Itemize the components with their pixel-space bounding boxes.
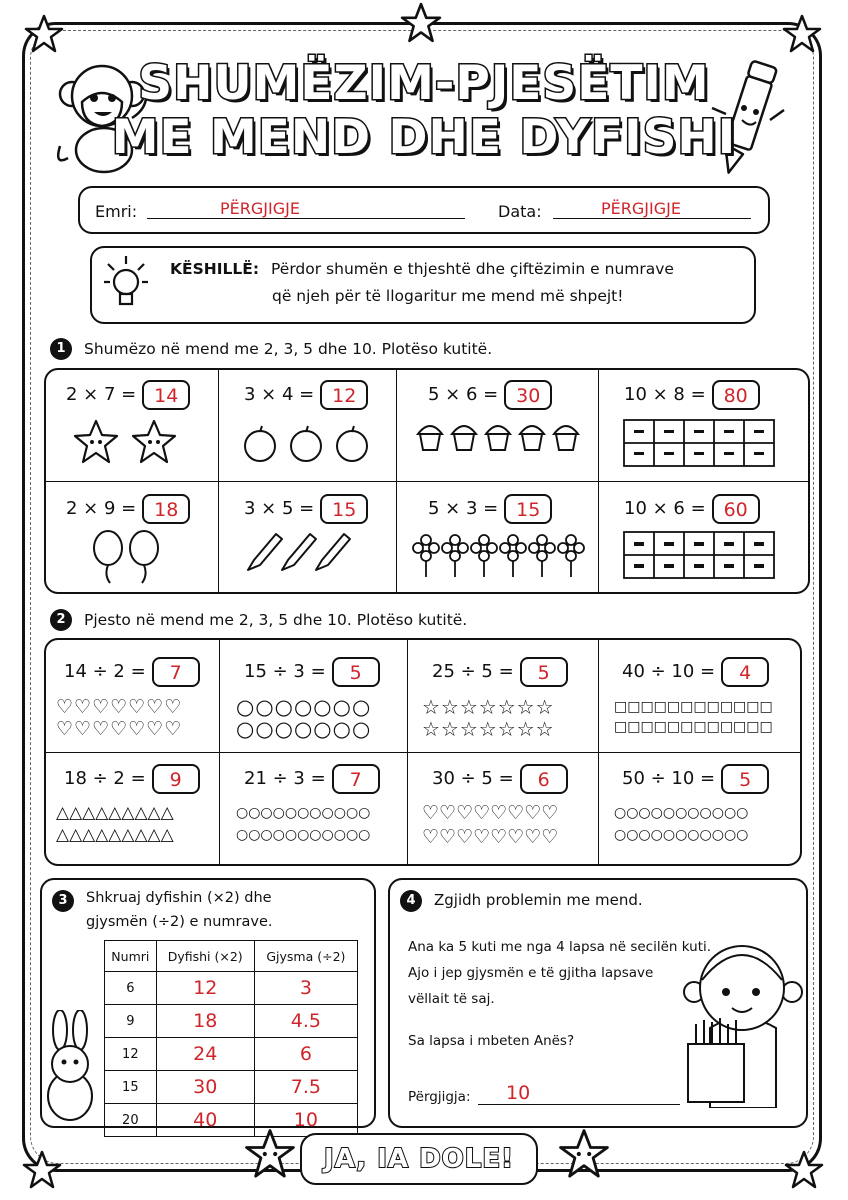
table-header: Dyfishi (×2)	[156, 941, 254, 972]
section-number: 2	[50, 609, 72, 631]
equation: 50 ÷ 10 = 5	[622, 764, 769, 794]
answer-box[interactable]: 12	[320, 380, 368, 410]
hearts-row: ♡♡♡♡♡♡♡♡	[422, 802, 559, 824]
equation: 3 × 4 = 12	[244, 380, 368, 410]
equation: 40 ÷ 10 = 4	[622, 657, 769, 687]
divider	[44, 481, 810, 482]
answer-box[interactable]: 6	[520, 764, 568, 794]
equation: 5 × 3 = 15	[428, 494, 552, 524]
girl-with-pencils-icon	[680, 928, 804, 1108]
hearts-row: ♡♡♡♡♡♡♡	[56, 718, 183, 740]
equation: 18 ÷ 2 = 9	[64, 764, 200, 794]
answer-box[interactable]: 14	[142, 380, 190, 410]
divider	[218, 368, 219, 594]
answer-box[interactable]: 5	[520, 657, 568, 687]
star-icon	[784, 1150, 824, 1190]
star-icon	[22, 1150, 62, 1190]
circles-row: ○○○○○○○	[236, 695, 372, 719]
equation: 10 × 6 = 60	[624, 494, 760, 524]
answer-box[interactable]: 80	[712, 380, 760, 410]
table-row: 6 12 3	[105, 972, 358, 1005]
answer-box[interactable]: 60	[712, 494, 760, 524]
answer-line[interactable]	[478, 1104, 680, 1105]
answer-label: Përgjigja:	[408, 1089, 471, 1105]
table-row: 15 30 7.5	[105, 1071, 358, 1104]
circles-row: ○○○○○○○○○○○	[236, 827, 371, 843]
divider	[598, 638, 599, 866]
divider	[219, 638, 220, 866]
section-number: 1	[50, 338, 72, 360]
date-value: PËRGJIGJE	[601, 199, 681, 218]
table-row: 9 18 4.5	[105, 1005, 358, 1038]
answer-box[interactable]: 5	[332, 657, 380, 687]
hearts-row: ♡♡♡♡♡♡♡	[56, 696, 183, 718]
answer-box[interactable]: 9	[152, 764, 200, 794]
date-label: Data:	[498, 202, 542, 221]
answer-value: 10	[506, 1082, 531, 1104]
equation: 15 ÷ 3 = 5	[244, 657, 380, 687]
tip-label: KËSHILLË:	[170, 260, 260, 278]
answer-box[interactable]: 7	[332, 764, 380, 794]
circles-row: ○○○○○○○○○○○	[614, 805, 749, 821]
flowers-icon	[412, 534, 588, 578]
star-face-icon	[244, 1128, 296, 1180]
apples-icon	[242, 424, 372, 464]
section-2-title: Pjesto në mend me 2, 3, 5 dhe 10. Plotëso kutitë.	[84, 611, 468, 629]
star-icon	[400, 2, 442, 44]
equation: 21 ÷ 3 = 7	[244, 764, 380, 794]
hearts-row: ♡♡♡♡♡♡♡♡	[422, 826, 559, 848]
triangles-row: △△△△△△△△△	[56, 825, 174, 845]
bunny-icon	[40, 1010, 100, 1122]
name-field-line[interactable]	[147, 218, 465, 219]
equation: 25 ÷ 5 = 5	[432, 657, 568, 687]
squares-row: □□□□□□□□□□□□	[614, 719, 773, 735]
name-label: Emri:	[95, 202, 138, 221]
balloons-icon	[88, 528, 168, 584]
circles-row: ○○○○○○○○○○○	[236, 805, 371, 821]
answer-box[interactable]: 4	[721, 657, 769, 687]
problem-line: Ajo i jep gjysmën e të gjitha lapsave	[408, 965, 654, 981]
equation: 30 ÷ 5 = 6	[432, 764, 568, 794]
equation: 3 × 5 = 15	[244, 494, 368, 524]
star-faces-icon	[70, 418, 180, 466]
star-icon	[782, 14, 822, 54]
tip-line-1: Përdor shumën e thjeshtë dhe çiftëzimin e numrave	[271, 260, 674, 278]
section-4-title: Zgjidh problemin me mend.	[434, 891, 643, 909]
answer-box[interactable]: 30	[504, 380, 552, 410]
date-field-line[interactable]	[553, 218, 751, 219]
title-line-1: SHUMËZIM-PJESËTIM	[138, 56, 710, 111]
tip-line-2: që njeh për të llogaritur me mend më shpejt!	[272, 287, 624, 305]
star-face-icon	[558, 1128, 610, 1180]
squares-row: □□□□□□□□□□□□	[614, 699, 773, 715]
star-icon	[24, 14, 64, 54]
divider	[44, 752, 802, 753]
table-row: 20 40 10	[105, 1104, 358, 1137]
cupcakes-icon	[414, 418, 584, 454]
equation: 14 ÷ 2 = 7	[64, 657, 200, 687]
section-number: 4	[400, 890, 422, 912]
table-header: Gjysma (÷2)	[254, 941, 357, 972]
name-value: PËRGJIGJE	[220, 199, 300, 218]
equation: 10 × 8 = 80	[624, 380, 760, 410]
answer-box[interactable]: 18	[142, 494, 190, 524]
answer-box[interactable]: 5	[721, 764, 769, 794]
equation: 2 × 7 = 14	[66, 380, 190, 410]
ten-frame-icon	[622, 418, 778, 468]
stars-row: ☆☆☆☆☆☆☆	[422, 717, 555, 741]
problem-question: Sa lapsa i mbeten Anës?	[408, 1033, 575, 1049]
section-1-title: Shumëzo në mend me 2, 3, 5 dhe 10. Plotëso kutitë.	[84, 340, 493, 358]
pencils-icon	[244, 530, 354, 576]
bottom-banner: JA, IA DOLE!	[300, 1133, 538, 1185]
doubles-halves-table	[104, 940, 358, 1137]
divider	[396, 368, 397, 594]
circles-row: ○○○○○○○	[236, 717, 372, 741]
lightbulb-icon	[102, 252, 150, 316]
answer-box[interactable]: 7	[152, 657, 200, 687]
title-line-2: ME MEND DHE DYFISHI	[111, 110, 737, 165]
answer-box[interactable]: 15	[504, 494, 552, 524]
table-row: 12 24 6	[105, 1038, 358, 1071]
problem-line: vëllait të saj.	[408, 991, 495, 1007]
problem-line: Ana ka 5 kuti me nga 4 lapsa në secilën kuti.	[408, 939, 712, 955]
equation: 2 × 9 = 18	[66, 494, 190, 524]
triangles-row: △△△△△△△△△	[56, 803, 174, 823]
table-header: Numri	[105, 941, 157, 972]
stars-row: ☆☆☆☆☆☆☆	[422, 695, 555, 719]
equation: 5 × 6 = 30	[428, 380, 552, 410]
answer-box[interactable]: 15	[320, 494, 368, 524]
divider	[598, 368, 599, 594]
section-3-title: Shkruaj dyfishin (×2) dhe gjysmën (÷2) e numrave.	[86, 890, 273, 930]
divider	[407, 638, 408, 866]
ten-frame-icon	[622, 530, 778, 580]
section-number: 3	[52, 890, 74, 912]
circles-row: ○○○○○○○○○○○	[614, 827, 749, 843]
